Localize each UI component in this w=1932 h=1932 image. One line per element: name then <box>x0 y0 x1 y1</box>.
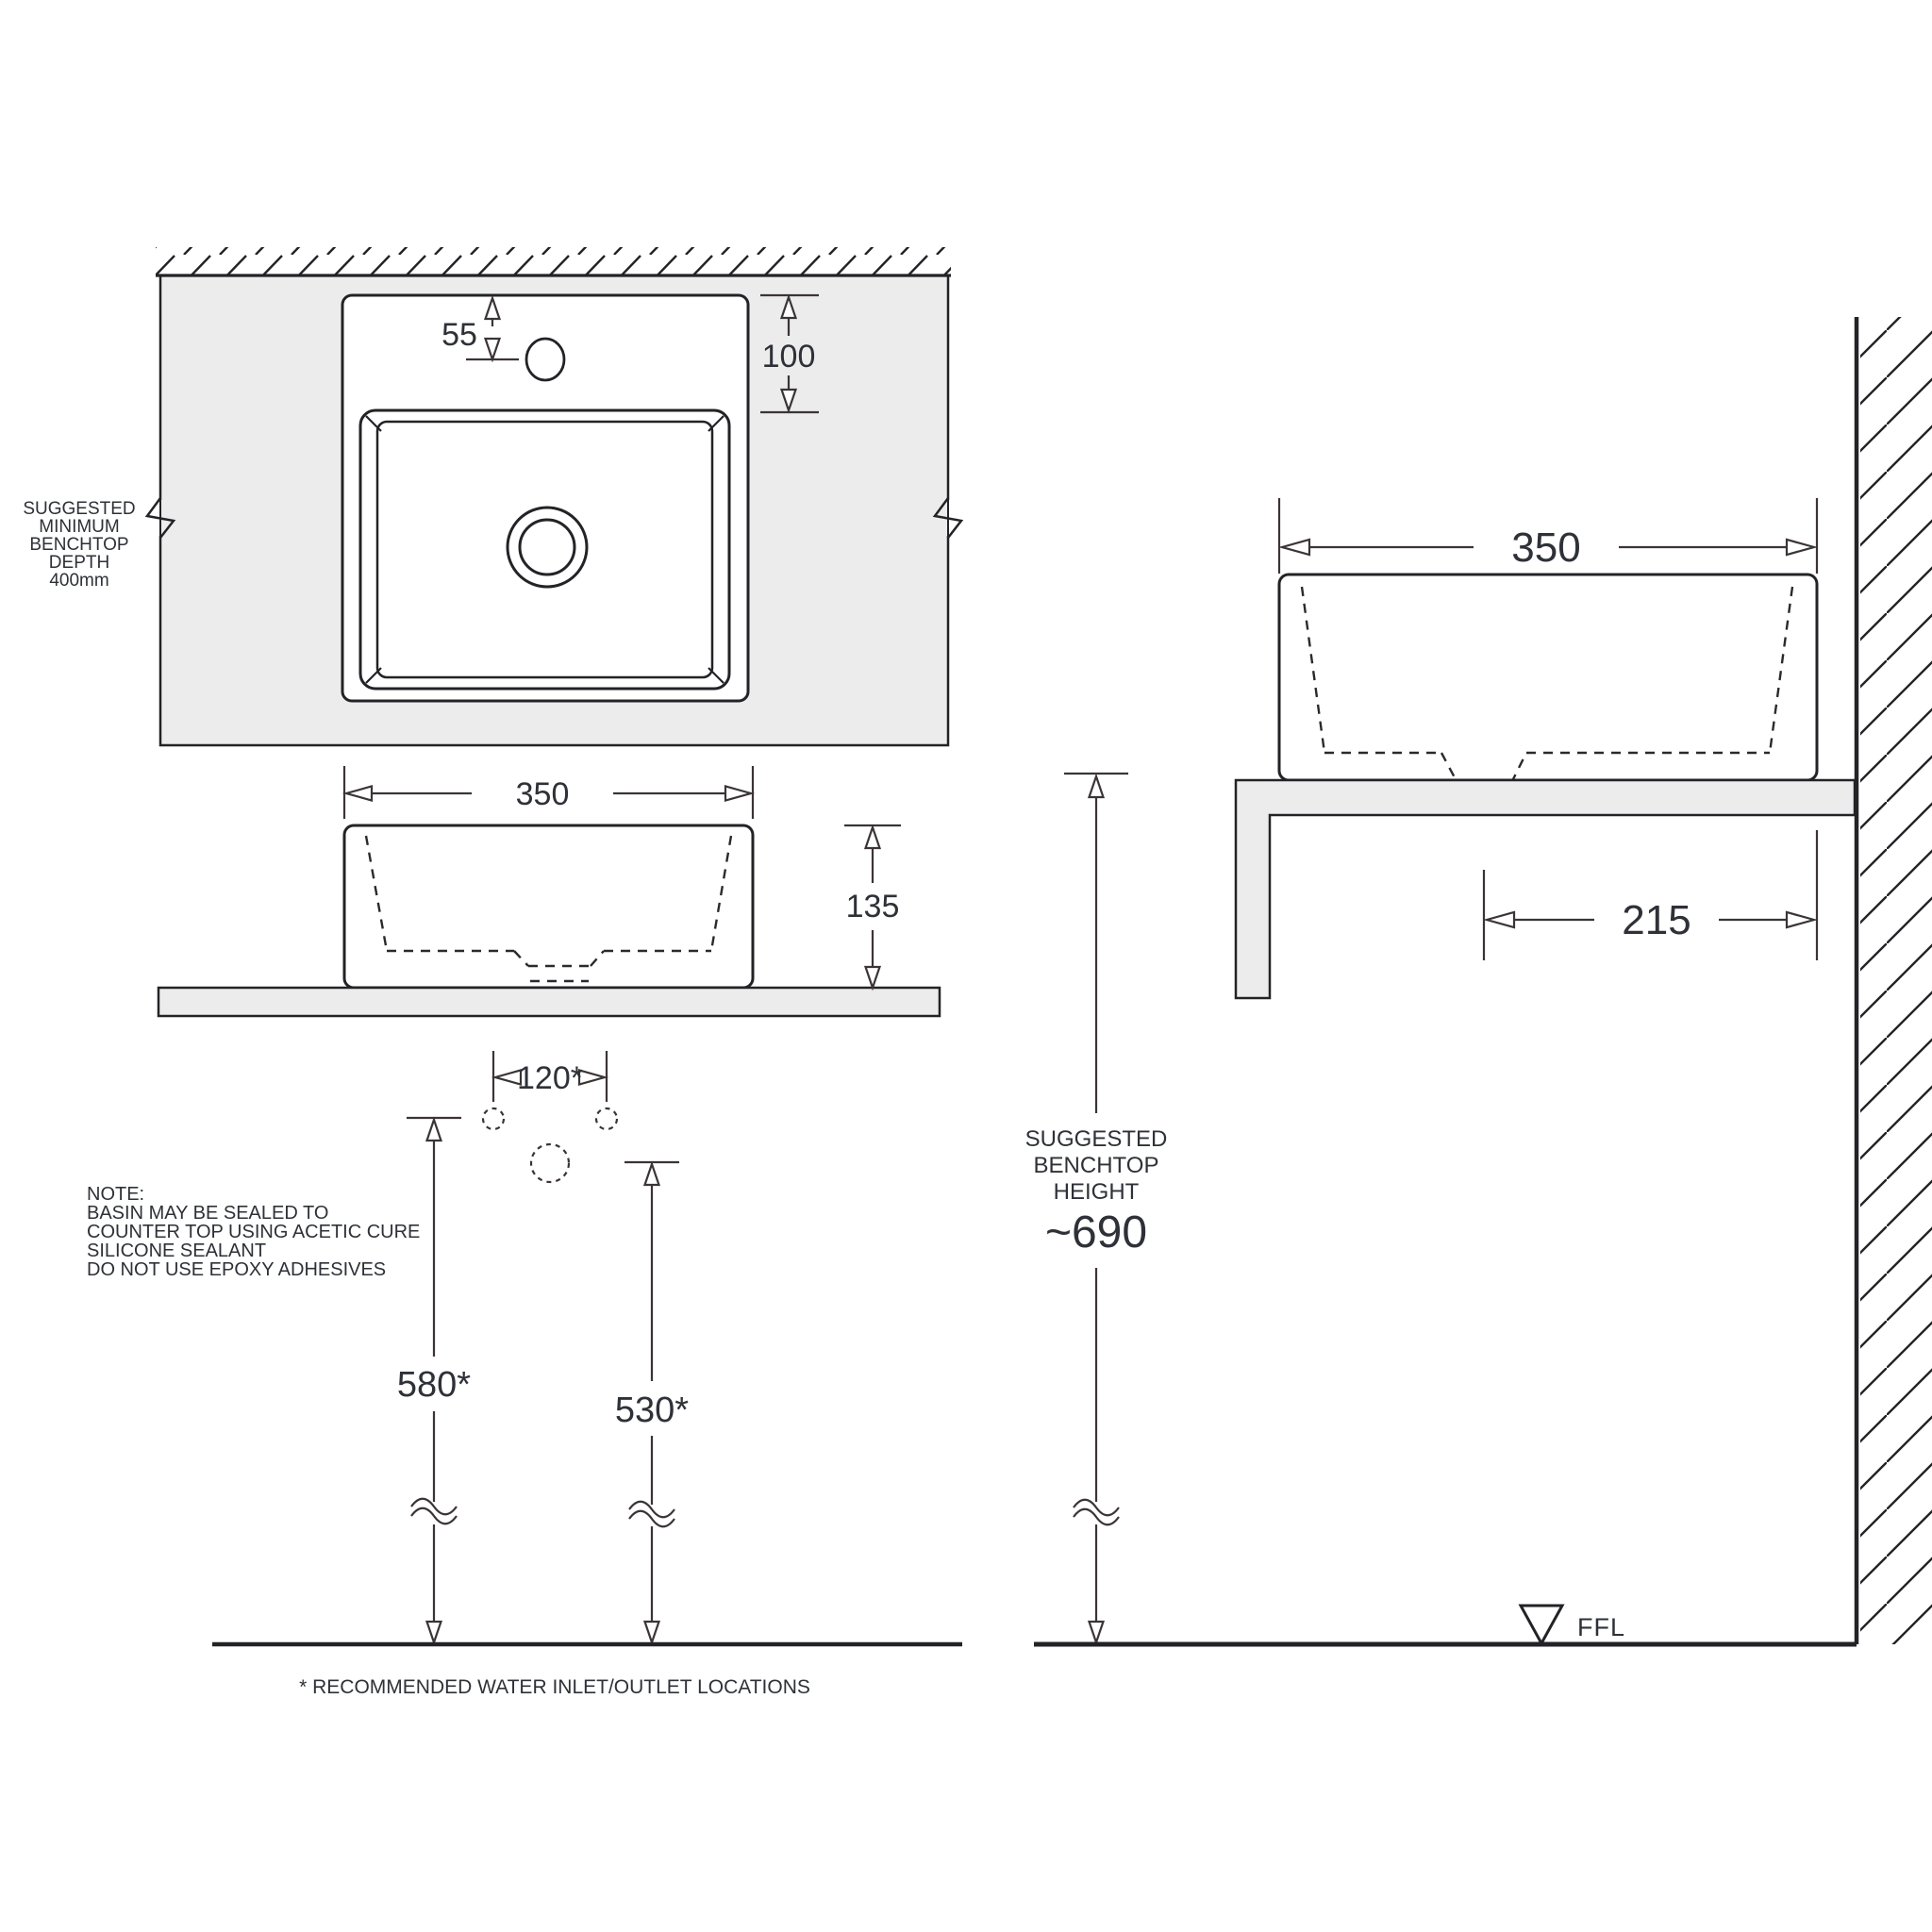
note-line: NOTE: <box>87 1184 145 1205</box>
ffl-label: FFL <box>1577 1613 1626 1641</box>
height-label-line: SUGGESTED <box>1024 1126 1168 1152</box>
dim-label: 215 <box>1622 897 1691 943</box>
side-elevation <box>1025 317 1932 1644</box>
note-line: DO NOT USE EPOXY ADHESIVES <box>87 1259 387 1280</box>
sealant-note <box>87 1184 420 1280</box>
arrow-right-icon <box>579 1071 605 1085</box>
line-break-icon <box>411 1499 457 1524</box>
arrow-down-icon <box>645 1622 659 1642</box>
arrow-right-icon <box>725 787 751 801</box>
dim-drain-to-wall <box>1484 830 1817 960</box>
dim-height-front <box>844 825 901 988</box>
dim-label: 580* <box>396 1365 472 1405</box>
dim-label: 135 <box>845 889 900 924</box>
depth-note-line: 400mm <box>49 571 109 591</box>
dim-label: 350 <box>1511 525 1581 571</box>
note-line: COUNTER TOP USING ACETIC CURE <box>87 1222 421 1242</box>
arrow-left-icon <box>1487 912 1514 927</box>
dim-depth-side <box>1279 498 1817 574</box>
depth-note-line: SUGGESTED <box>23 499 136 519</box>
water-inlet-right <box>596 1108 617 1129</box>
height-value: ~690 <box>1044 1208 1148 1257</box>
depth-note-line: BENCHTOP <box>29 535 129 555</box>
height-label-line: HEIGHT <box>1053 1179 1140 1205</box>
height-label-line: BENCHTOP <box>1033 1153 1159 1178</box>
benchtop-front <box>158 988 940 1016</box>
line-break-icon <box>629 1502 675 1527</box>
dim-inlet-height <box>397 1118 471 1642</box>
water-inlet-left <box>483 1108 504 1129</box>
dim-outlet-height <box>615 1162 689 1642</box>
dim-label: 530* <box>614 1391 690 1430</box>
arrow-up-icon <box>427 1120 441 1141</box>
dim-label: 120* <box>517 1060 583 1096</box>
benchtop-side <box>1236 780 1855 998</box>
arrow-down-icon <box>427 1622 441 1642</box>
wall-hatching-top <box>156 247 951 275</box>
arrow-up-icon <box>866 827 880 848</box>
benchtop-depth-note <box>23 499 135 591</box>
line-break-icon <box>1074 1500 1119 1525</box>
dim-label: 350 <box>515 776 570 812</box>
dim-label: 55 <box>441 317 477 353</box>
arrow-up-icon <box>645 1164 659 1185</box>
basin-side-outline <box>1279 575 1817 780</box>
basin-front-outline <box>344 825 753 988</box>
arrow-down-icon <box>866 967 880 988</box>
drain-plan <box>508 508 587 587</box>
dim-width-front <box>344 766 753 819</box>
note-line: SILICONE SEALANT <box>87 1241 267 1261</box>
arrow-down-icon <box>1090 1622 1104 1642</box>
wall-hatching-right <box>1860 317 1932 1644</box>
dim-benchtop-height <box>1025 774 1168 1642</box>
arrow-right-icon <box>1787 912 1814 927</box>
ffl-marker <box>1521 1606 1625 1643</box>
depth-note-line: MINIMUM <box>39 517 120 537</box>
arrow-right-icon <box>1787 540 1814 555</box>
front-elevation <box>158 766 940 1016</box>
arrow-left-icon <box>1282 540 1309 555</box>
arrow-left-icon <box>346 787 372 801</box>
water-outlet <box>531 1144 569 1182</box>
datum-triangle-icon <box>1521 1606 1562 1643</box>
footnote: * RECOMMENDED WATER INLET/OUTLET LOCATIONS <box>299 1676 810 1698</box>
depth-note-line: DEPTH <box>48 553 110 573</box>
dim-inlet-spacing <box>493 1051 607 1102</box>
arrow-up-icon <box>1090 776 1104 797</box>
dim-label: 100 <box>761 339 816 375</box>
plan-view <box>23 247 961 745</box>
tap-hole <box>526 339 564 380</box>
inlet-outlet-setout <box>87 1051 962 1698</box>
note-line: BASIN MAY BE SEALED TO <box>87 1203 329 1224</box>
